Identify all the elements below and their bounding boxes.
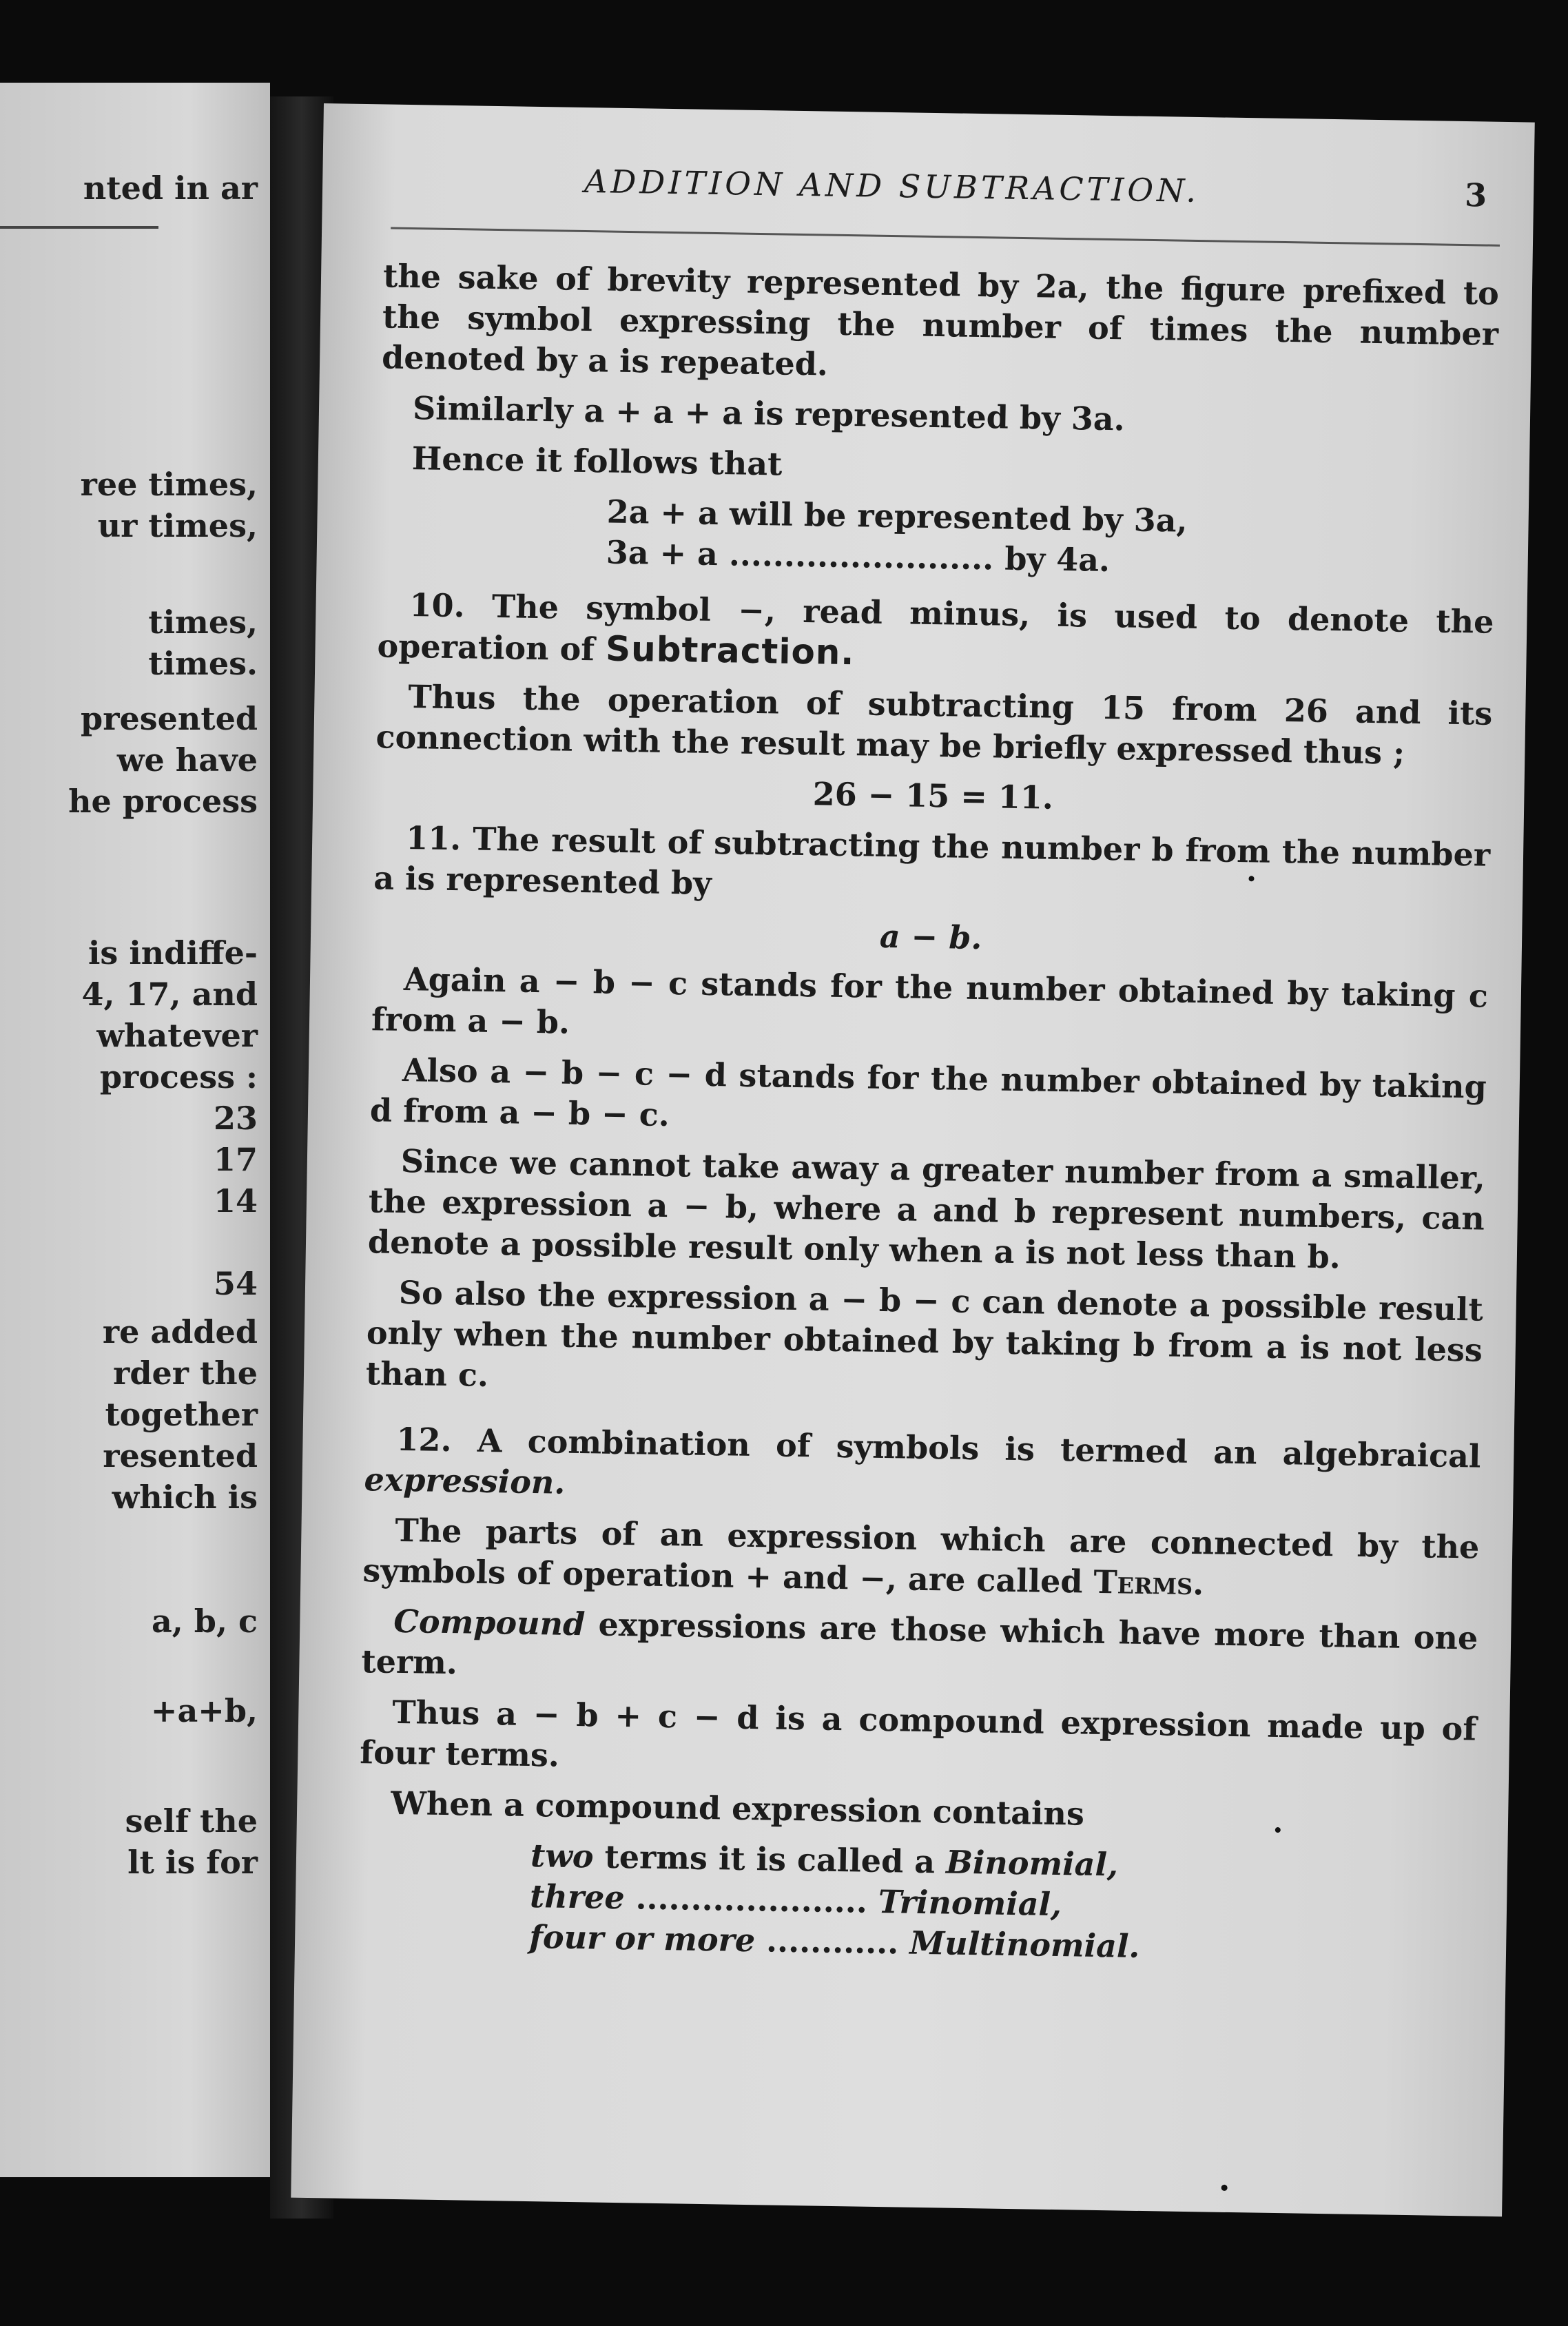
paragraph <box>361 1601 1478 1699</box>
section-text: The result of subtracting the number b from the number a is represented by <box>373 820 1491 902</box>
previous-page-line: ur times, <box>97 507 258 544</box>
leader-dots: ..................... <box>624 1879 879 1920</box>
previous-page-line: times. <box>148 645 258 682</box>
previous-page-line: lt is for <box>127 1844 258 1881</box>
previous-page-line: re added <box>102 1313 258 1350</box>
previous-page-line: we have <box>116 741 258 779</box>
previous-page-line: rder the <box>113 1355 258 1392</box>
section-text: A combination of symbols is termed an algebraical <box>477 1421 1481 1475</box>
book-page <box>291 103 1535 2216</box>
leader-dots: ............ <box>754 1922 910 1962</box>
paragraph-text: The parts of an expression which are connected by the symbols of operation + and −, are called <box>362 1511 1480 1601</box>
print-speck <box>1221 2185 1228 2191</box>
previous-page-line: is indiffe- <box>87 934 258 971</box>
equation: 26 − 15 = 11. <box>812 775 1054 816</box>
defined-term: Compound <box>393 1602 586 1643</box>
defined-term: Terms. <box>1093 1563 1204 1603</box>
page-number: 3 <box>1464 176 1487 214</box>
page-header <box>584 163 1501 225</box>
paragraph: Thus the operation of subtracting 15 from 26 and its connection with the result may be briefly expressed thus ; <box>375 678 1493 772</box>
paragraph-text: expressions are those which have more than one term. <box>361 1605 1478 1682</box>
previous-page-line: 17 <box>213 1141 258 1178</box>
previous-page-header-rule <box>0 226 158 229</box>
previous-page-line: which is <box>112 1479 258 1516</box>
running-title: ADDITION AND SUBTRACTION. <box>584 162 1200 209</box>
paragraph: So also the expression a − b − c can denote a possible result only when the number obtained by taking b from a is not less than c. <box>365 1273 1484 1394</box>
page-body <box>357 256 1500 1972</box>
section-number: 10. <box>409 586 466 625</box>
term-count: two <box>530 1837 595 1875</box>
paragraph: Since we cannot take away a greater number from a smaller, the expression a − b, where a and b represent numbers, can denote a possible result only when a is not less than b. <box>367 1142 1486 1276</box>
paragraph: Again a − b − c stands for the number obtained by taking c from a − b. <box>371 960 1489 1041</box>
equation: a − b. <box>879 917 982 957</box>
section-text: The symbol −, read minus, is used to denote the operation of <box>377 587 1494 668</box>
previous-page-line: 54 <box>213 1265 258 1302</box>
previous-page-line: presented <box>81 700 258 737</box>
paragraph <box>362 1510 1480 1608</box>
previous-page-line: whatever <box>96 1017 258 1054</box>
paragraph: Hence it follows that <box>411 440 783 483</box>
term-name: Binomial, <box>945 1843 1119 1884</box>
section-12 <box>364 1419 1481 1517</box>
paragraph: Similarly a + a + a is represented by 3a. <box>412 389 1126 438</box>
previous-page <box>0 83 270 2177</box>
term-count: three <box>529 1877 626 1917</box>
previous-page-line: 4, 17, and <box>81 976 258 1013</box>
previous-page-line: together <box>105 1396 258 1433</box>
previous-page-line: ree times, <box>80 466 258 503</box>
section-number: 11. <box>405 819 462 858</box>
display-line: 3a + a ........................ by 4a. <box>606 533 1111 579</box>
paragraph: the sake of brevity represented by 2a, the figure prefixed to the symbol expressing the number of times the number denoted by a is repeated. <box>381 257 1500 383</box>
defined-term: Subtraction. <box>605 628 855 673</box>
paragraph: Thus a − b + c − d is a compound expression made up of four terms. <box>359 1693 1477 1774</box>
display-line: 2a + a will be represented by 3a, <box>606 493 1188 539</box>
print-speck <box>1248 876 1254 881</box>
previous-page-line: process : <box>99 1058 258 1095</box>
term-count: four or more <box>528 1918 756 1959</box>
term-name: Trinomial, <box>878 1882 1062 1924</box>
previous-page-line: he process <box>68 783 258 820</box>
defined-term: expression. <box>364 1461 566 1501</box>
paragraph: Also a − b − c − d stands for the number obtained by taking d from a − b − c. <box>369 1051 1487 1134</box>
section-11 <box>373 817 1491 916</box>
previous-page-line: self the <box>125 1802 258 1840</box>
section-10 <box>377 584 1494 683</box>
header-rule <box>391 227 1500 247</box>
term-text: terms it is called a <box>604 1838 936 1881</box>
paragraph: When a compound expression contains <box>390 1784 1085 1833</box>
term-name: Multinomial. <box>909 1924 1140 1965</box>
previous-page-line: 14 <box>213 1182 258 1219</box>
previous-page-line: times, <box>148 604 258 641</box>
previous-page-line: resented <box>103 1437 258 1474</box>
previous-page-line: a, b, c <box>151 1603 258 1640</box>
print-speck <box>1275 1827 1281 1833</box>
section-number: 12. <box>396 1420 453 1459</box>
previous-page-line: nted in ar <box>83 169 258 207</box>
previous-page-line: +a+b, <box>150 1692 258 1729</box>
previous-page-line: 23 <box>213 1100 258 1137</box>
